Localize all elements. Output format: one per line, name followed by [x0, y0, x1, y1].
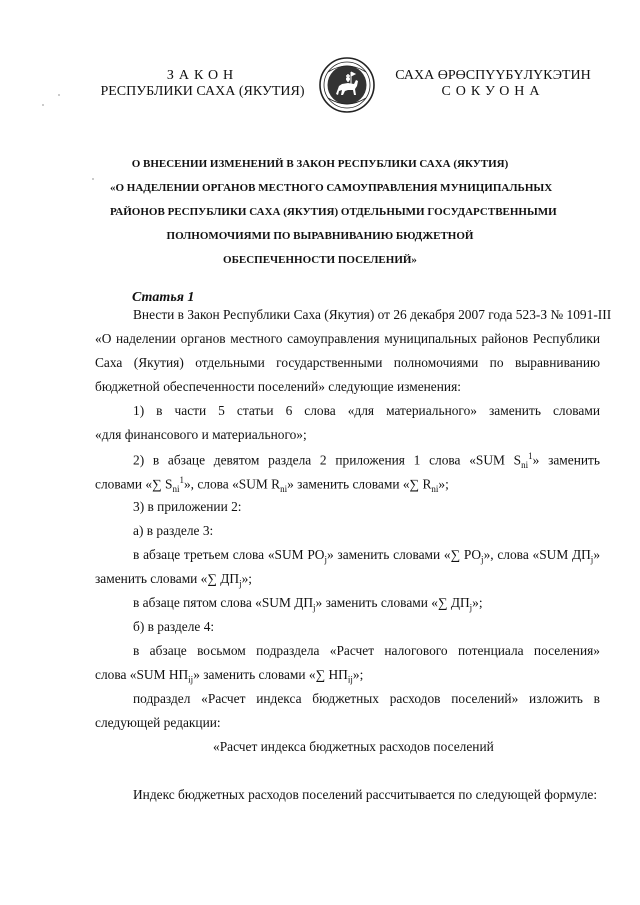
title-line: ПОЛНОМОЧИЯМИ ПО ВЫРАВНИВАНИЮ БЮДЖЕТНОЙ	[166, 230, 474, 242]
law-title	[110, 152, 557, 272]
paragraph-line: Индекс бюджетных расходов поселений рассчитывается по следующей формуле:	[133, 787, 598, 802]
paragraph-line: заменить словами «∑ $ДП_j$»;	[95, 571, 253, 589]
title-line: ОБЕСПЕЧЕННОСТИ ПОСЕЛЕНИЙ»	[223, 254, 417, 266]
paragraph-line: следующей редакции:	[95, 715, 221, 730]
title-line: О ВНЕСЕНИИ ИЗМЕНЕНИЙ В ЗАКОН РЕСПУБЛИКИ САХА (ЯКУТИЯ)	[131, 158, 509, 170]
paragraph-line: в абзаце третьем слова «SUM $PO_j$» заменить словами «∑ $PO_j$», слова «SUM $ДП_j$»	[133, 547, 601, 565]
header-left	[80, 68, 325, 100]
paragraph-line: слова «SUM $НП_{ij}$» заменить словами «∑ $НП_{ij}$»;	[95, 667, 364, 685]
paragraph-line: словами «∑ $S_{ni}^1$», слова «SUM $R_{ni}$» заменить словами «∑ $R_{ni}$»;	[95, 475, 449, 495]
paragraph-line: «О наделении органов местного самоуправления муниципальных районов Республики	[95, 331, 600, 346]
paragraph-line: а) в разделе 3:	[133, 523, 214, 538]
title-line: РАЙОНОВ РЕСПУБЛИКИ САХА (ЯКУТИЯ) ОТДЕЛЬНЫМИ ГОСУДАРСТВЕННЫМИ	[110, 206, 557, 218]
paragraph-line: Внести в Закон Республики Саха (Якутия) от 26 декабря 2007 года 523-З № 1091-III	[133, 307, 612, 322]
paragraph-line: в абзаце восьмом подраздела «Расчет налогового потенциала поселения»	[133, 643, 600, 658]
subsection-heading: «Расчет индекса бюджетных расходов поселений	[213, 739, 494, 754]
sakha-republic-emblem-icon	[318, 56, 376, 114]
header-law-yakut-label: СОКУОНА	[441, 84, 545, 99]
paragraph-line: 1) в части 5 статьи 6 слова «для материального» заменить словами	[133, 403, 600, 418]
header-republic-yakut-label: САХА ӨРӨСПҮҮБҮЛҮКЭТИН	[395, 68, 591, 83]
header-law-label: ЗАКОН	[166, 68, 239, 83]
paragraph-line: в абзаце пятом слова «SUM $ДП_j$» заменить словами «∑ $ДП_j$»;	[133, 595, 483, 613]
scan-speck	[42, 104, 44, 106]
title-line: «О НАДЕЛЕНИИ ОРГАНОВ МЕСТНОГО САМОУПРАВЛЕНИЯ МУНИЦИПАЛЬНЫХ	[110, 182, 553, 194]
paragraph-line: 2) в абзаце девятом раздела 2 приложения 1 слова «SUM $S_{ni}^1$» заменить	[133, 451, 601, 471]
header-right	[388, 68, 598, 100]
scan-speck	[92, 178, 94, 180]
paragraph-line: б) в разделе 4:	[133, 619, 215, 634]
article-heading: Статья 1	[132, 290, 195, 305]
paragraph-line: Саха (Якутия) отдельными государственными полномочиями по выравниванию	[95, 355, 600, 370]
header-republic-label: РЕСПУБЛИКИ САХА (ЯКУТИЯ)	[100, 84, 305, 99]
paragraph-line: подраздел «Расчет индекса бюджетных расходов поселений» изложить в	[133, 691, 600, 706]
paragraph-line: «для финансового и материального»;	[95, 427, 307, 442]
scan-speck	[58, 94, 60, 96]
paragraph-line: 3) в приложении 2:	[133, 499, 242, 514]
paragraph-line: бюджетной обеспеченности поселений» следующие изменения:	[95, 379, 461, 394]
